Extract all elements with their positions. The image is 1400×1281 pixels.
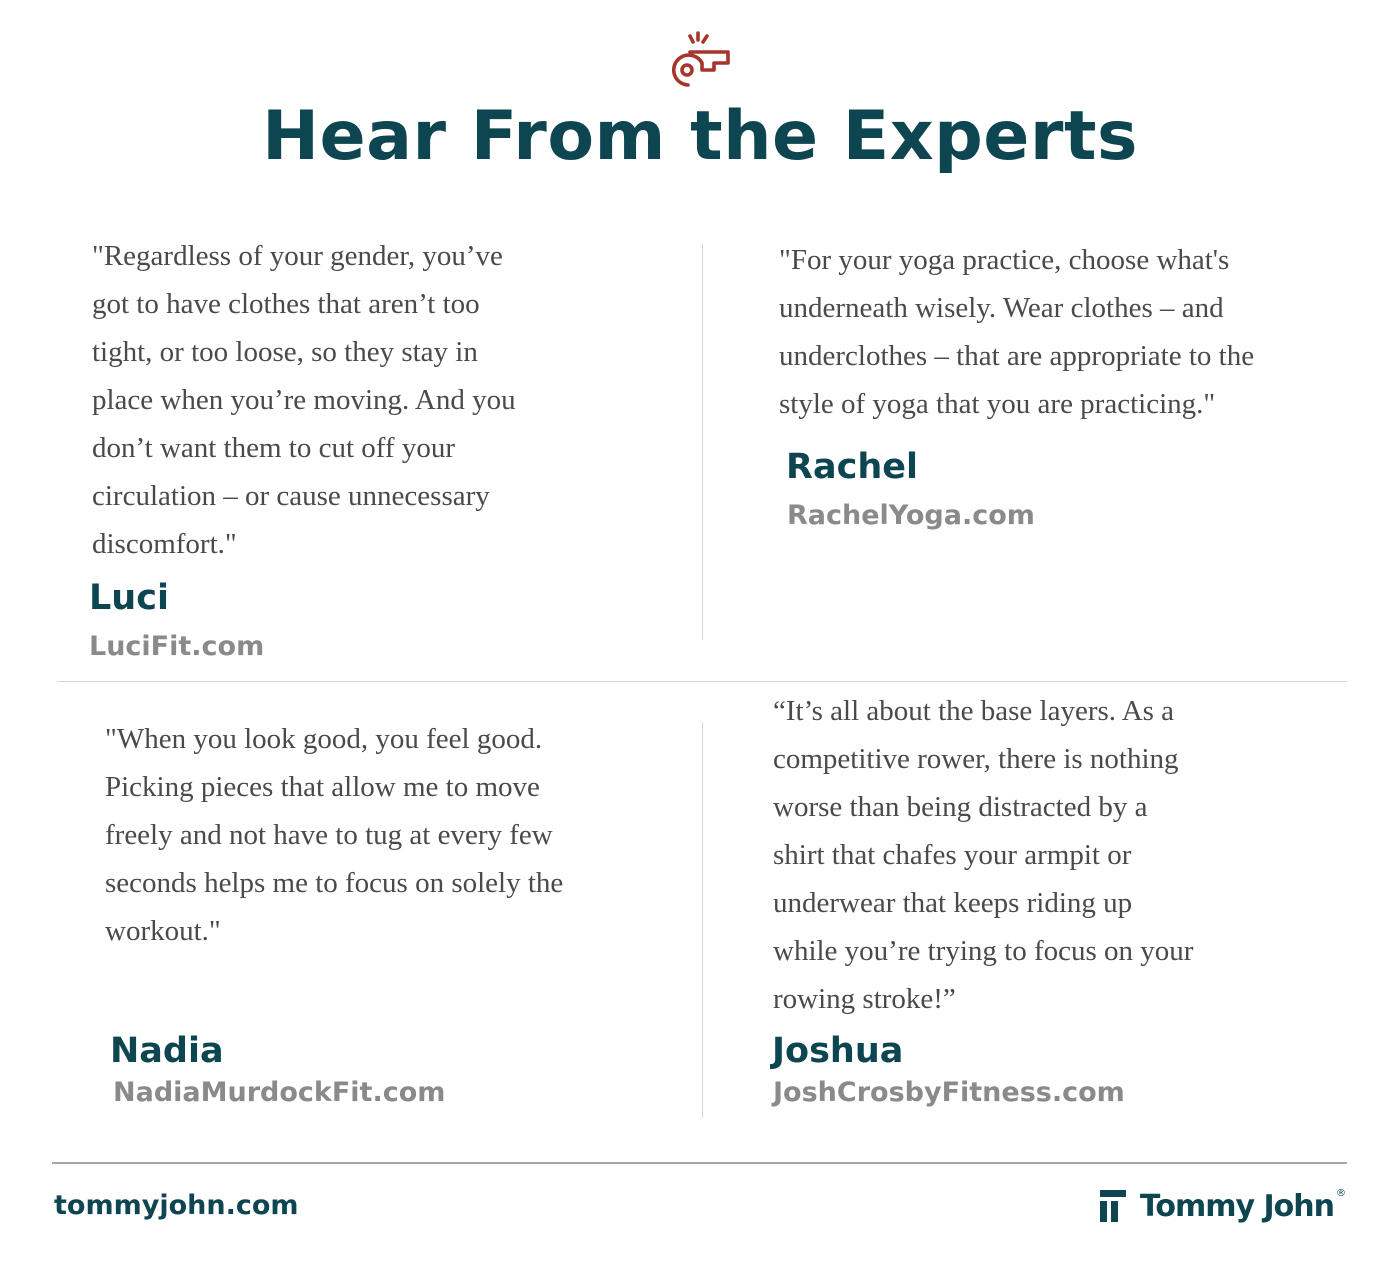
expert-name: Nadia [110, 1031, 224, 1071]
row-divider [57, 681, 1347, 682]
expert-name: Joshua [772, 1031, 904, 1071]
page-title: Hear From the Experts [262, 97, 1138, 176]
expert-website: RachelYoga.com [787, 500, 1035, 531]
column-divider-bottom [702, 722, 703, 1118]
whistle-icon [668, 30, 732, 90]
footer-website-link[interactable]: tommyjohn.com [54, 1190, 299, 1221]
expert-quote: "For your yoga practice, choose what's underneath wisely. Wear clothes – and underclothes – that are appropriate to the style of yoga that you are practicing." [779, 244, 1255, 420]
registered-mark: ® [1336, 1188, 1346, 1199]
expert-website: NadiaMurdockFit.com [113, 1077, 446, 1108]
expert-quote: "When you look good, you feel good. Picking pieces that allow me to move freely and not have to tug at every few seconds helps me to focus on solely the workout." [105, 723, 564, 947]
expert-quote: "Regardless of your gender, you’ve got to have clothes that aren’t too tight, or too loose, so they stay in place when you’re moving. And you don’t want them to cut off your circulation – or cause unnecessary discomfort." [92, 240, 516, 560]
expert-name: Luci [89, 578, 169, 618]
brand-logo[interactable] [1100, 1182, 1346, 1230]
column-divider-top [702, 244, 703, 640]
expert-name: Rachel [786, 447, 918, 487]
expert-website: JoshCrosbyFitness.com [773, 1077, 1125, 1108]
brand-name: Tommy John [1139, 1188, 1334, 1224]
tommy-john-logo-mark-icon [1100, 1190, 1126, 1222]
footer-divider [52, 1162, 1347, 1164]
expert-quote: “It’s all about the base layers. As a competitive rower, there is nothing worse than being distracted by a shirt that chafes your armpit or underwear that keeps riding up while you’re trying to focus on your rowing stroke!” [773, 695, 1194, 1015]
expert-website: LuciFit.com [89, 631, 265, 662]
